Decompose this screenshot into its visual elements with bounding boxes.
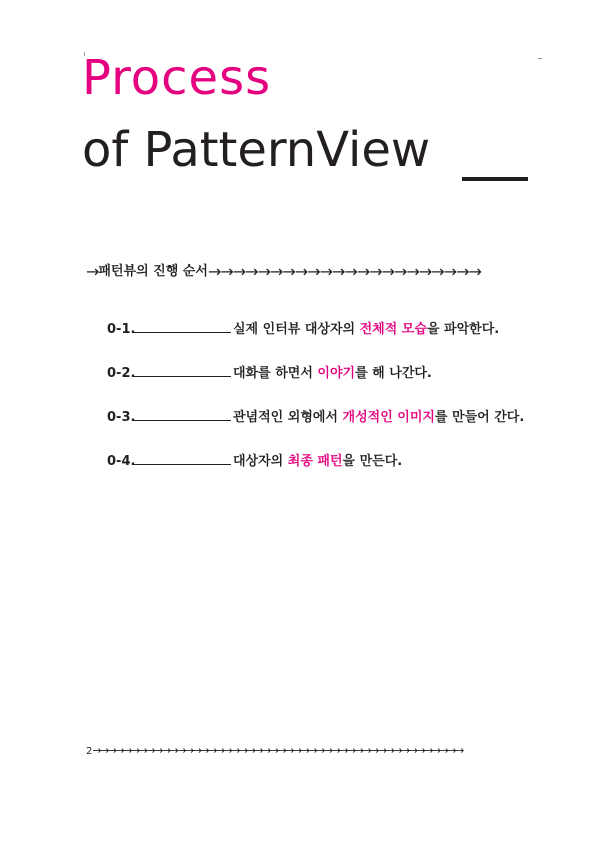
title-underline (462, 177, 528, 181)
page-number: 2 (86, 746, 93, 757)
crop-mark-top-right (538, 58, 542, 59)
section-heading: 패턴뷰의 진행 순서 (98, 264, 208, 279)
step-highlight: 최종 패턴 (287, 454, 343, 469)
step-number: 0-3. (107, 410, 136, 425)
step-number: 0-1. (107, 322, 136, 337)
step-text: 실제 인터뷰 대상자의 (233, 322, 360, 337)
step-text-end: 를 해 나간다. (355, 366, 432, 381)
step-text: 대화를 하면서 (233, 366, 318, 381)
title-line-2: of PatternView (82, 122, 431, 178)
step-item (107, 364, 567, 408)
footer-arrow-chain-icon: →→→→→→→→→→→→→→→→→→→→→→→→→→→→→→→→→→→→→→→→→→→→→→→→ (92, 744, 463, 757)
step-underline (133, 322, 231, 333)
footer (86, 744, 546, 759)
step-item (107, 408, 567, 452)
step-text-end: 를 만들어 간다. (434, 410, 525, 425)
step-text: 관념적인 외형에서 (233, 410, 343, 425)
step-text: 대상자의 (233, 454, 288, 469)
title-line-1: Process (82, 50, 272, 106)
step-text-end: 을 파악한다. (426, 322, 500, 337)
step-number: 0-2. (107, 366, 136, 381)
step-item (107, 452, 567, 496)
step-list (107, 320, 567, 496)
step-underline (133, 410, 231, 421)
arrow-right-icon: → (86, 262, 99, 281)
step-text-end: 을 만든다. (342, 454, 403, 469)
step-highlight: 이야기 (317, 366, 356, 381)
section-heading-row (86, 263, 536, 281)
arrow-chain-icon: →→→→→→→→→→→→→→→→→→→→→→ (207, 262, 481, 281)
step-highlight: 개성적인 이미지 (342, 410, 435, 425)
step-underline (133, 454, 231, 465)
step-number: 0-4. (107, 454, 136, 469)
step-underline (133, 366, 231, 377)
step-highlight: 전체적 모습 (359, 322, 427, 337)
step-item (107, 320, 567, 364)
